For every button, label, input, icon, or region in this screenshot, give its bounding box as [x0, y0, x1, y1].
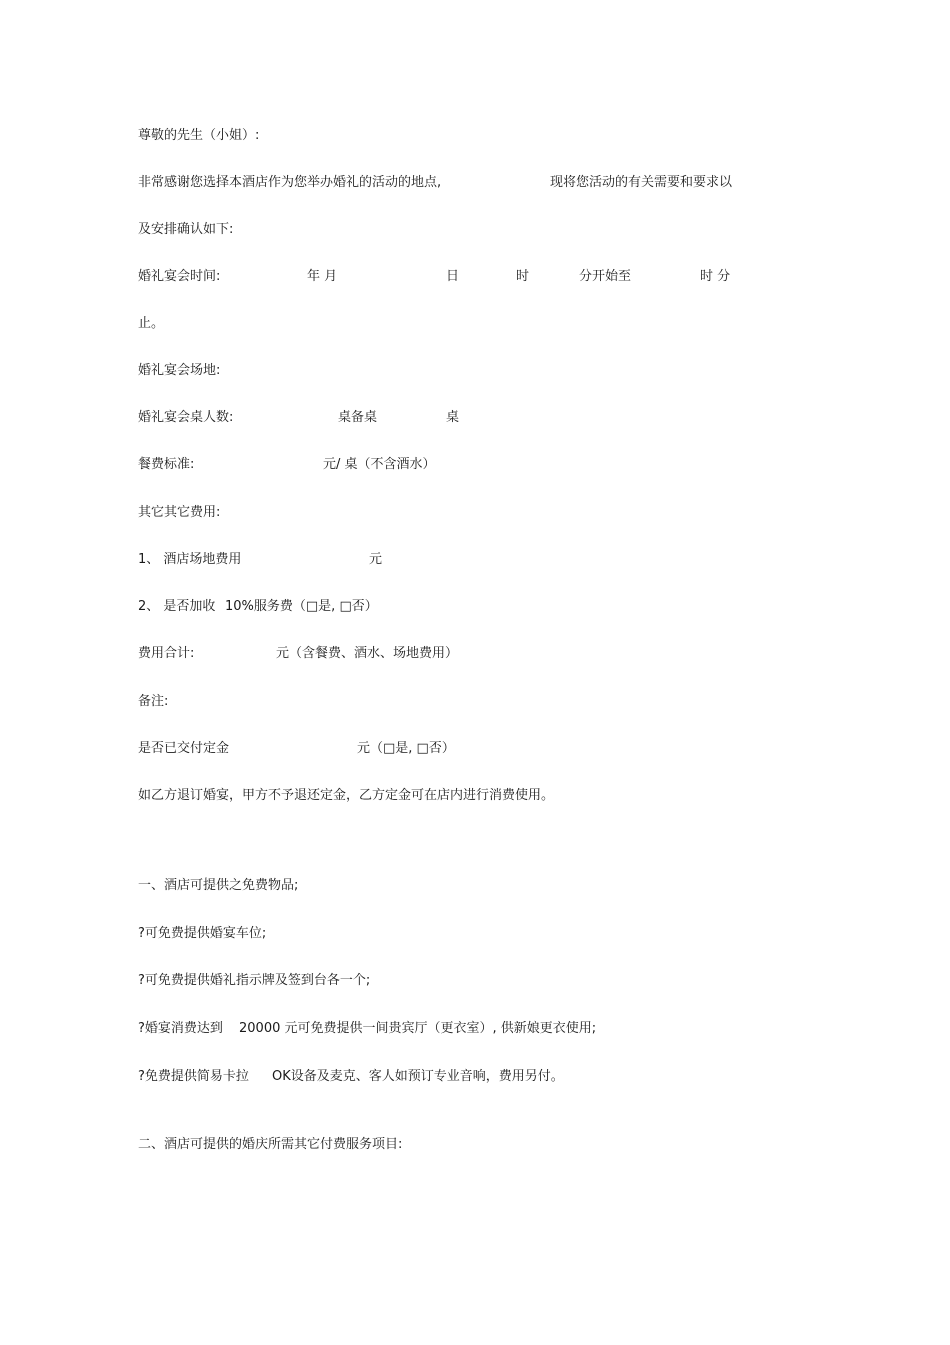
time-end: 止。 [138, 316, 165, 331]
section1-item3-b: 20000 元可免费提供一间贵宾厅（更衣室）, 供新娘更衣使用; [239, 1021, 597, 1036]
time-start-to: 分开始至 [579, 269, 632, 284]
venue-label: 婚礼宴会场地: [138, 363, 221, 378]
section2-title: 二、酒店可提供的婚庆所需其它付费服务项目: [138, 1137, 403, 1152]
fee2-service-charge: 10%服务费（□是, □否） [225, 599, 378, 614]
total-value: 元（含餐费、酒水、场地费用） [276, 646, 459, 661]
deposit-label: 是否已交付定金 [138, 741, 230, 756]
section1-item4-a: ?免费提供简易卡拉 [138, 1069, 249, 1084]
section1-title: 一、酒店可提供之免费物品; [138, 878, 299, 893]
time-hour: 时 [516, 269, 530, 284]
remarks-label: 备注: [138, 694, 169, 709]
tables-unit: 桌 [446, 410, 460, 425]
tables-label: 婚礼宴会桌人数: [138, 410, 234, 425]
section1-item3-a: ?婚宴消费达到 [138, 1021, 223, 1036]
fee1-label: 1、 酒店场地费用 [138, 552, 242, 567]
intro-text-a: 非常感谢您选择本酒店作为您举办婚礼的活动的地点, [138, 175, 442, 190]
intro-text-c: 及安排确认如下: [138, 222, 234, 237]
meal-value: 元/ 桌（不含酒水） [323, 457, 436, 472]
section1-item4-b: OK设备及麦克、客人如预订专业音响，费用另付。 [272, 1069, 564, 1084]
meal-label: 餐费标准: [138, 457, 195, 472]
time-year-month: 年 月 [307, 269, 338, 284]
time-label: 婚礼宴会时间: [138, 269, 221, 284]
fee2-label: 2、 是否加收 [138, 599, 216, 614]
salutation: 尊敬的先生（小姐）: [138, 128, 260, 143]
time-day: 日 [446, 269, 460, 284]
fee1-unit: 元 [369, 552, 383, 567]
deposit-note: 如乙方退订婚宴，甲方不予退还定金，乙方定金可在店内进行消费使用。 [138, 788, 555, 803]
section1-item: ?可免费提供婚宴车位; [138, 926, 267, 941]
time-hour-minute: 时 分 [700, 269, 731, 284]
deposit-value: 元（□是, □否） [357, 741, 455, 756]
intro-text-b: 现将您活动的有关需要和要求以 [550, 175, 733, 190]
tables-main-spare: 桌备桌 [338, 410, 378, 425]
total-label: 费用合计: [138, 646, 195, 661]
section1-item: ?可免费提供婚礼指示牌及签到台各一个; [138, 973, 371, 988]
other-fees-label: 其它其它费用: [138, 505, 221, 520]
